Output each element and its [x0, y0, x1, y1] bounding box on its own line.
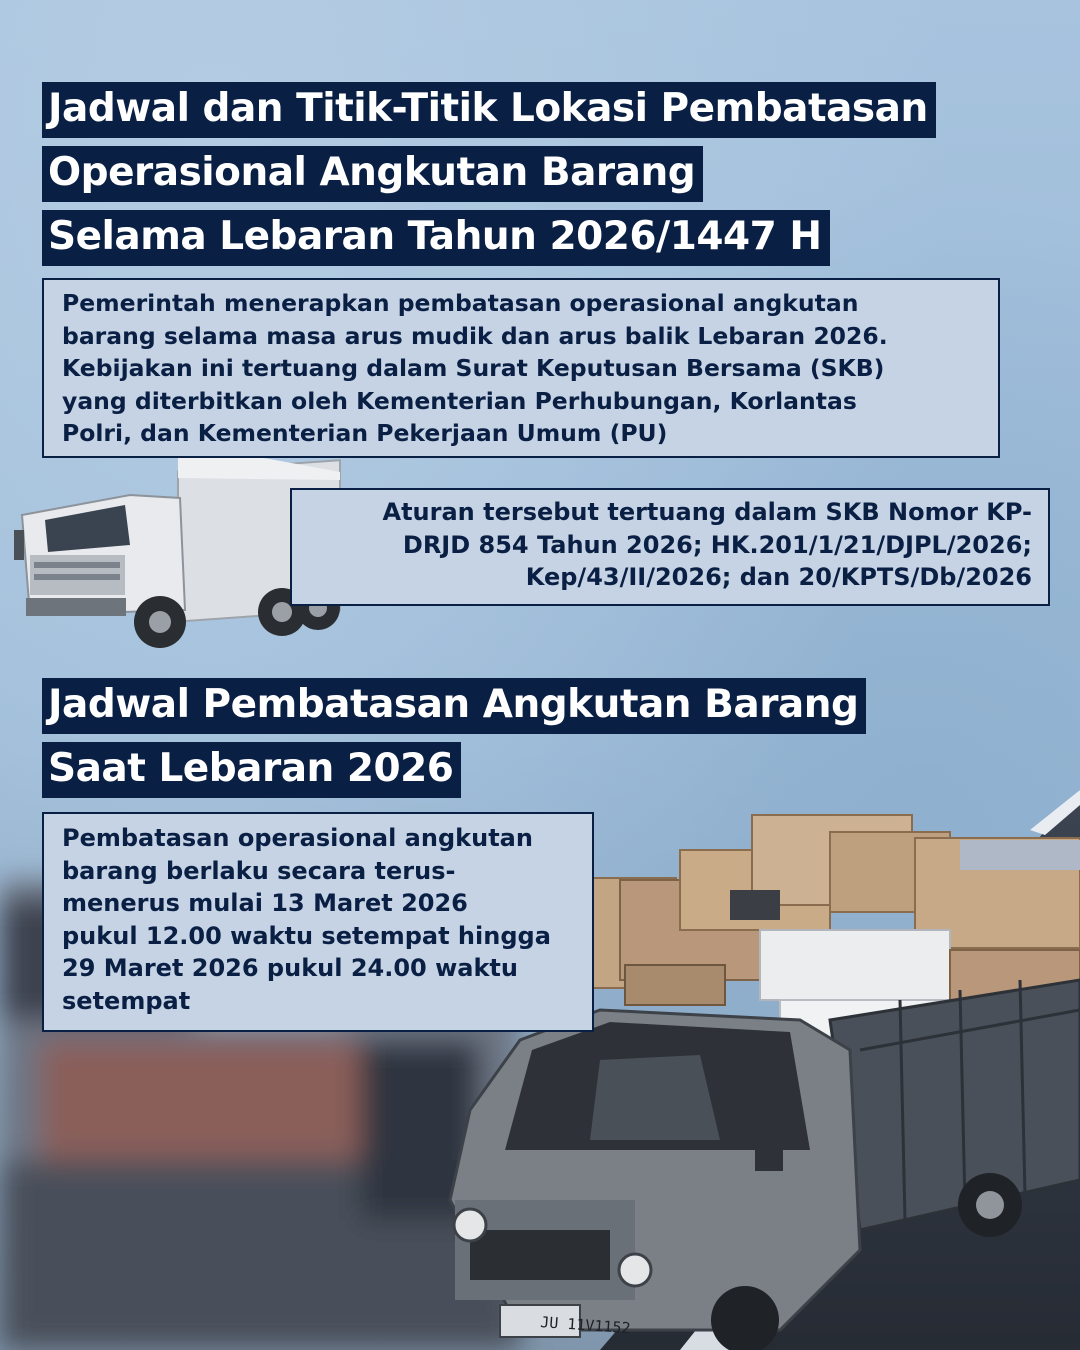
schedule-line-6: setempat — [62, 986, 191, 1015]
schedule-line-2: barang berlaku secara terus- — [62, 856, 456, 885]
main-title-line-1: Jadwal dan Titik-Titik Lokasi Pembatasan — [42, 82, 936, 138]
intro-line-2: barang selama masa arus mudik dan arus balik Lebaran 2026. — [62, 321, 888, 350]
schedule-line-3: menerus mulai 13 Maret 2026 — [62, 889, 468, 917]
regulation-text-box — [290, 488, 1050, 606]
license-plate-text: JU 11V1152 — [539, 1313, 632, 1338]
pickup-truck — [450, 980, 1080, 1350]
schedule-title-line-1: Jadwal Pembatasan Angkutan Barang — [42, 678, 866, 734]
schedule-title-line-2: Saat Lebaran 2026 — [42, 742, 461, 798]
intro-text-box — [42, 278, 1000, 458]
regulation-line-2: DRJD 854 Tahun 2026; HK.201/1/21/DJPL/2026; — [402, 530, 1032, 559]
intro-line-3: Kebijakan ini tertuang dalam Surat Keputusan Bersama (SKB) — [62, 354, 885, 382]
schedule-line-5: 29 Maret 2026 pukul 24.00 waktu — [62, 954, 518, 982]
schedule-text-box — [42, 812, 594, 1032]
regulation-line-1: Aturan tersebut tertuang dalam SKB Nomor KP- — [382, 498, 1032, 526]
schedule-section-title — [42, 678, 866, 806]
regulation-line-3: Kep/43/II/2026; dan 20/KPTS/Db/2026 — [525, 563, 1032, 591]
schedule-line-4: pukul 12.00 waktu setempat hingga — [62, 921, 551, 950]
main-title-line-2: Operasional Angkutan Barang — [42, 146, 703, 202]
main-title — [42, 82, 936, 274]
main-title-line-3: Selama Lebaran Tahun 2026/1447 H — [42, 210, 830, 266]
intro-line-1: Pemerintah menerapkan pembatasan operasional angkutan — [62, 289, 859, 317]
schedule-line-1: Pembatasan operasional angkutan — [62, 824, 533, 852]
intro-line-5: Polri, dan Kementerian Pekerjaan Umum (PU) — [62, 419, 668, 447]
intro-line-4: yang diterbitkan oleh Kementerian Perhubungan, Korlantas — [62, 386, 857, 415]
